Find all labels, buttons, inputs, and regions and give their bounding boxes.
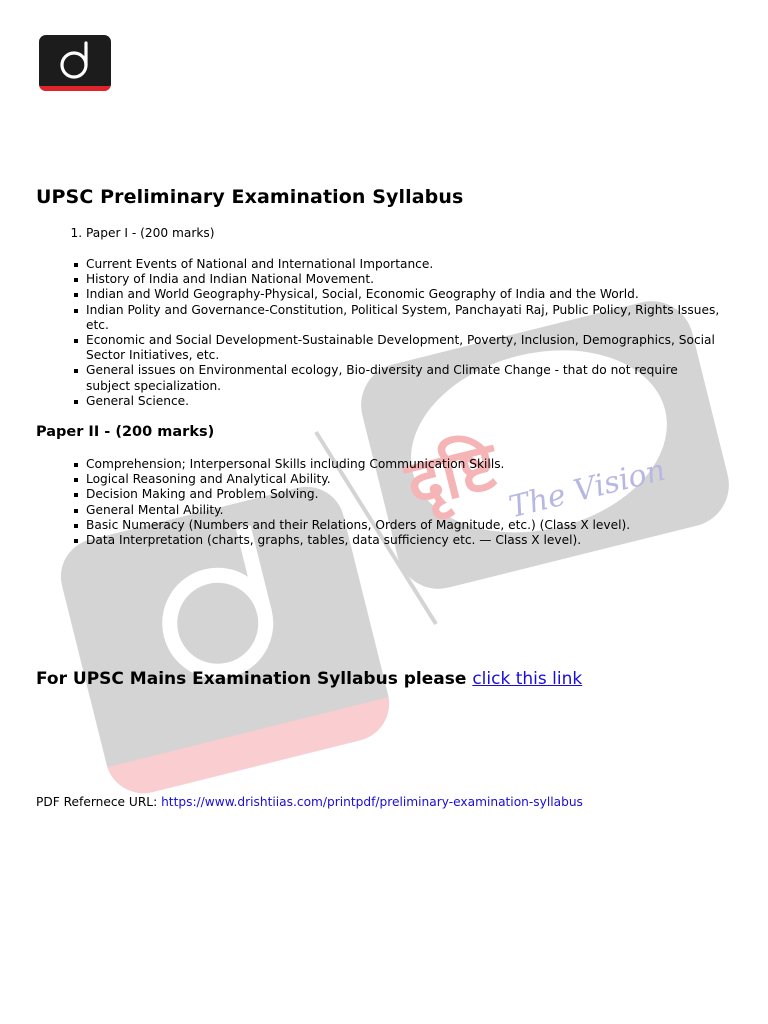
list-item: Current Events of National and International Importance.: [72, 257, 722, 272]
logo-accent-bar: [39, 86, 111, 91]
list-item: Comprehension; Interpersonal Skills including Communication Skills.: [72, 457, 722, 472]
mains-syllabus-line: [36, 669, 582, 689]
reference-label: PDF Refernece URL:: [36, 795, 158, 809]
paper2-heading: Paper II - (200 marks): [36, 424, 215, 440]
paper1-topics: [72, 257, 722, 409]
paper1-list: [36, 226, 215, 241]
mains-prefix: For UPSC Mains Examination Syllabus please: [36, 669, 467, 689]
paper2-topics: [72, 457, 722, 548]
list-item: Data Interpretation (charts, graphs, tables, data sufficiency etc. — Class X level).: [72, 533, 722, 548]
list-item: Decision Making and Problem Solving.: [72, 487, 722, 502]
list-item: Logical Reasoning and Analytical Ability.: [72, 472, 722, 487]
list-item: Indian Polity and Governance-Constitution, Political System, Panchayati Raj, Public Policy, Rights Issues, etc.: [72, 303, 722, 333]
list-item: General Science.: [72, 394, 722, 409]
list-item: History of India and Indian National Movement.: [72, 272, 722, 287]
page-title: UPSC Preliminary Examination Syllabus: [36, 186, 464, 208]
reference-line: [36, 795, 583, 809]
watermark-tagline: The Vision: [505, 452, 669, 526]
list-item: Economic and Social Development-Sustainable Development, Poverty, Inclusion, Demographics, Social Sector Initiatives, etc.: [72, 333, 722, 363]
list-item: General issues on Environmental ecology, Bio-diversity and Climate Change - that do not require subject specialization.: [72, 363, 722, 393]
drishti-logo: [39, 35, 111, 91]
watermark-hindi-text: दृष्टि: [398, 425, 506, 524]
d-letter-icon: [39, 35, 111, 91]
list-item: Indian and World Geography-Physical, Social, Economic Geography of India and the World.: [72, 287, 722, 302]
paper1-heading: 1. Paper I - (200 marks): [86, 226, 215, 241]
list-item: Basic Numeracy (Numbers and their Relations, Orders of Magnitude, etc.) (Class X level).: [72, 518, 722, 533]
list-item: General Mental Ability.: [72, 503, 722, 518]
mains-syllabus-link[interactable]: click this link: [472, 669, 583, 689]
reference-url-link[interactable]: https://www.drishtiias.com/printpdf/preliminary-examination-syllabus: [161, 795, 583, 809]
